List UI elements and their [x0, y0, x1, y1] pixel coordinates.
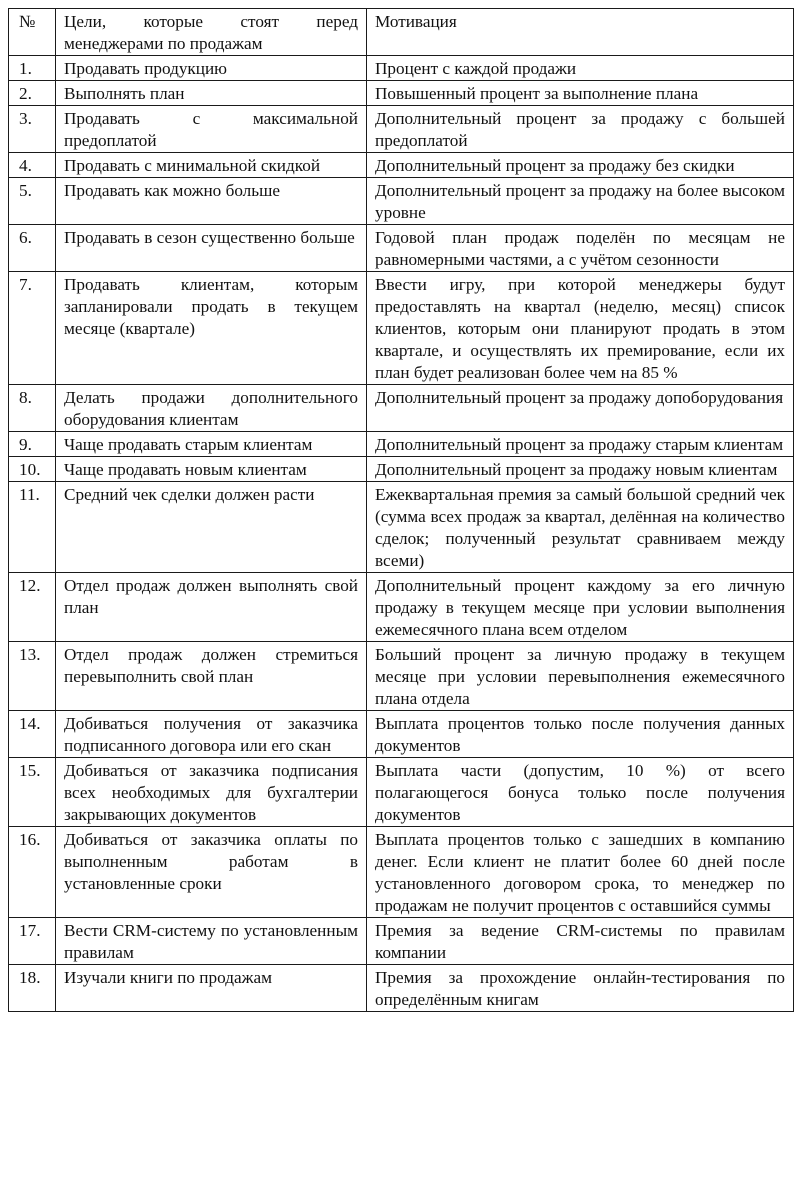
- motivation-cell: Выплата процентов только после получения данных документов: [367, 711, 794, 758]
- table-row: [9, 56, 794, 81]
- motivation-cell: Дополнительный процент за продажу новым клиентам: [367, 457, 794, 482]
- number-cell: 9.: [9, 432, 56, 457]
- document: [8, 8, 794, 1012]
- header-motivation-cell: Мотивация: [367, 9, 794, 56]
- goal-cell: Добиваться от заказчика подписания всех необходимых для бухгалтерии закрывающих документов: [56, 758, 367, 827]
- number-cell: 7.: [9, 272, 56, 385]
- motivation-cell: Ежеквартальная премия за самый большой средний чек (сумма всех продаж за квартал, делённая на количество сделок; полученный результат сравниваем между всеми): [367, 482, 794, 573]
- goal-cell: Чаще продавать старым клиентам: [56, 432, 367, 457]
- motivation-cell: Премия за ведение CRM-системы по правилам компании: [367, 918, 794, 965]
- motivation-cell: Премия за прохождение онлайн-тестирования по определённым книгам: [367, 965, 794, 1012]
- table-row: [9, 432, 794, 457]
- motivation-cell: Выплата части (допустим, 10 %) от всего полагающегося бонуса только после получения документов: [367, 758, 794, 827]
- number-cell: 3.: [9, 106, 56, 153]
- table-row: [9, 642, 794, 711]
- table-row: [9, 272, 794, 385]
- table-header-row: [9, 9, 794, 56]
- motivation-cell: Дополнительный процент за продажу с большей предоплатой: [367, 106, 794, 153]
- table-row: [9, 457, 794, 482]
- goal-cell: Продавать с минимальной скидкой: [56, 153, 367, 178]
- motivation-cell: Дополнительный процент за продажу старым клиентам: [367, 432, 794, 457]
- table-row: [9, 482, 794, 573]
- number-cell: 12.: [9, 573, 56, 642]
- motivation-cell: Дополнительный процент каждому за его личную продажу в текущем месяце при условии выполнения ежемесячного плана всем отделом: [367, 573, 794, 642]
- table-row: [9, 758, 794, 827]
- number-cell: 10.: [9, 457, 56, 482]
- table-row: [9, 827, 794, 918]
- motivation-cell: Процент с каждой продажи: [367, 56, 794, 81]
- motivation-cell: Дополнительный процент за продажу без скидки: [367, 153, 794, 178]
- table-row: [9, 178, 794, 225]
- number-cell: 2.: [9, 81, 56, 106]
- goal-cell: Отдел продаж должен стремиться перевыполнить свой план: [56, 642, 367, 711]
- number-cell: 8.: [9, 385, 56, 432]
- motivation-cell: Больший процент за личную продажу в текущем месяце при условии перевыполнения ежемесячного плана отдела: [367, 642, 794, 711]
- table-row: [9, 225, 794, 272]
- motivation-cell: Дополнительный процент за продажу на более высоком уровне: [367, 178, 794, 225]
- table-row: [9, 573, 794, 642]
- table-row: [9, 385, 794, 432]
- header-goal-cell: Цели, которые стоят перед менеджерами по продажам: [56, 9, 367, 56]
- header-number-cell: №: [9, 9, 56, 56]
- number-cell: 14.: [9, 711, 56, 758]
- goal-cell: Продавать продукцию: [56, 56, 367, 81]
- table-row: [9, 106, 794, 153]
- motivation-cell: Ввести игру, при которой менеджеры будут предоставлять на квартал (неделю, месяц) список клиентов, которым они планируют продать в этом квартале, и осуществлять их премирование, если их план будет реализован более чем на 85 %: [367, 272, 794, 385]
- goal-cell: Средний чек сделки должен расти: [56, 482, 367, 573]
- goal-cell: Продавать как можно больше: [56, 178, 367, 225]
- goal-cell: Вести CRM-систему по установленным правилам: [56, 918, 367, 965]
- motivation-cell: Выплата процентов только с зашедших в компанию денег. Если клиент не платит более 60 дней после установленного договором срока, то менеджер по продажам не получит процентов с оставшийся суммы: [367, 827, 794, 918]
- goal-cell: Продавать клиентам, которым запланировали продать в текущем месяце (квартале): [56, 272, 367, 385]
- number-cell: 1.: [9, 56, 56, 81]
- motivation-table: [8, 8, 794, 1012]
- goal-cell: Продавать в сезон существенно больше: [56, 225, 367, 272]
- table-row: [9, 81, 794, 106]
- number-cell: 5.: [9, 178, 56, 225]
- goal-cell: Добиваться от заказчика оплаты по выполненным работам в установленные сроки: [56, 827, 367, 918]
- number-cell: 15.: [9, 758, 56, 827]
- number-cell: 17.: [9, 918, 56, 965]
- number-cell: 11.: [9, 482, 56, 573]
- goal-cell: Делать продажи дополнительного оборудования клиентам: [56, 385, 367, 432]
- goal-cell: Продавать с максимальной предоплатой: [56, 106, 367, 153]
- number-cell: 16.: [9, 827, 56, 918]
- table-row: [9, 153, 794, 178]
- motivation-cell: Дополнительный процент за продажу допоборудования: [367, 385, 794, 432]
- goal-cell: Добиваться получения от заказчика подписанного договора или его скан: [56, 711, 367, 758]
- table-row: [9, 965, 794, 1012]
- table-row: [9, 918, 794, 965]
- table-row: [9, 711, 794, 758]
- table-body: [9, 9, 794, 1012]
- goal-cell: Чаще продавать новым клиентам: [56, 457, 367, 482]
- motivation-cell: Повышенный процент за выполнение плана: [367, 81, 794, 106]
- goal-cell: Отдел продаж должен выполнять свой план: [56, 573, 367, 642]
- goal-cell: Выполнять план: [56, 81, 367, 106]
- number-cell: 13.: [9, 642, 56, 711]
- number-cell: 6.: [9, 225, 56, 272]
- number-cell: 4.: [9, 153, 56, 178]
- goal-cell: Изучали книги по продажам: [56, 965, 367, 1012]
- number-cell: 18.: [9, 965, 56, 1012]
- motivation-cell: Годовой план продаж поделён по месяцам не равномерными частями, а с учётом сезонности: [367, 225, 794, 272]
